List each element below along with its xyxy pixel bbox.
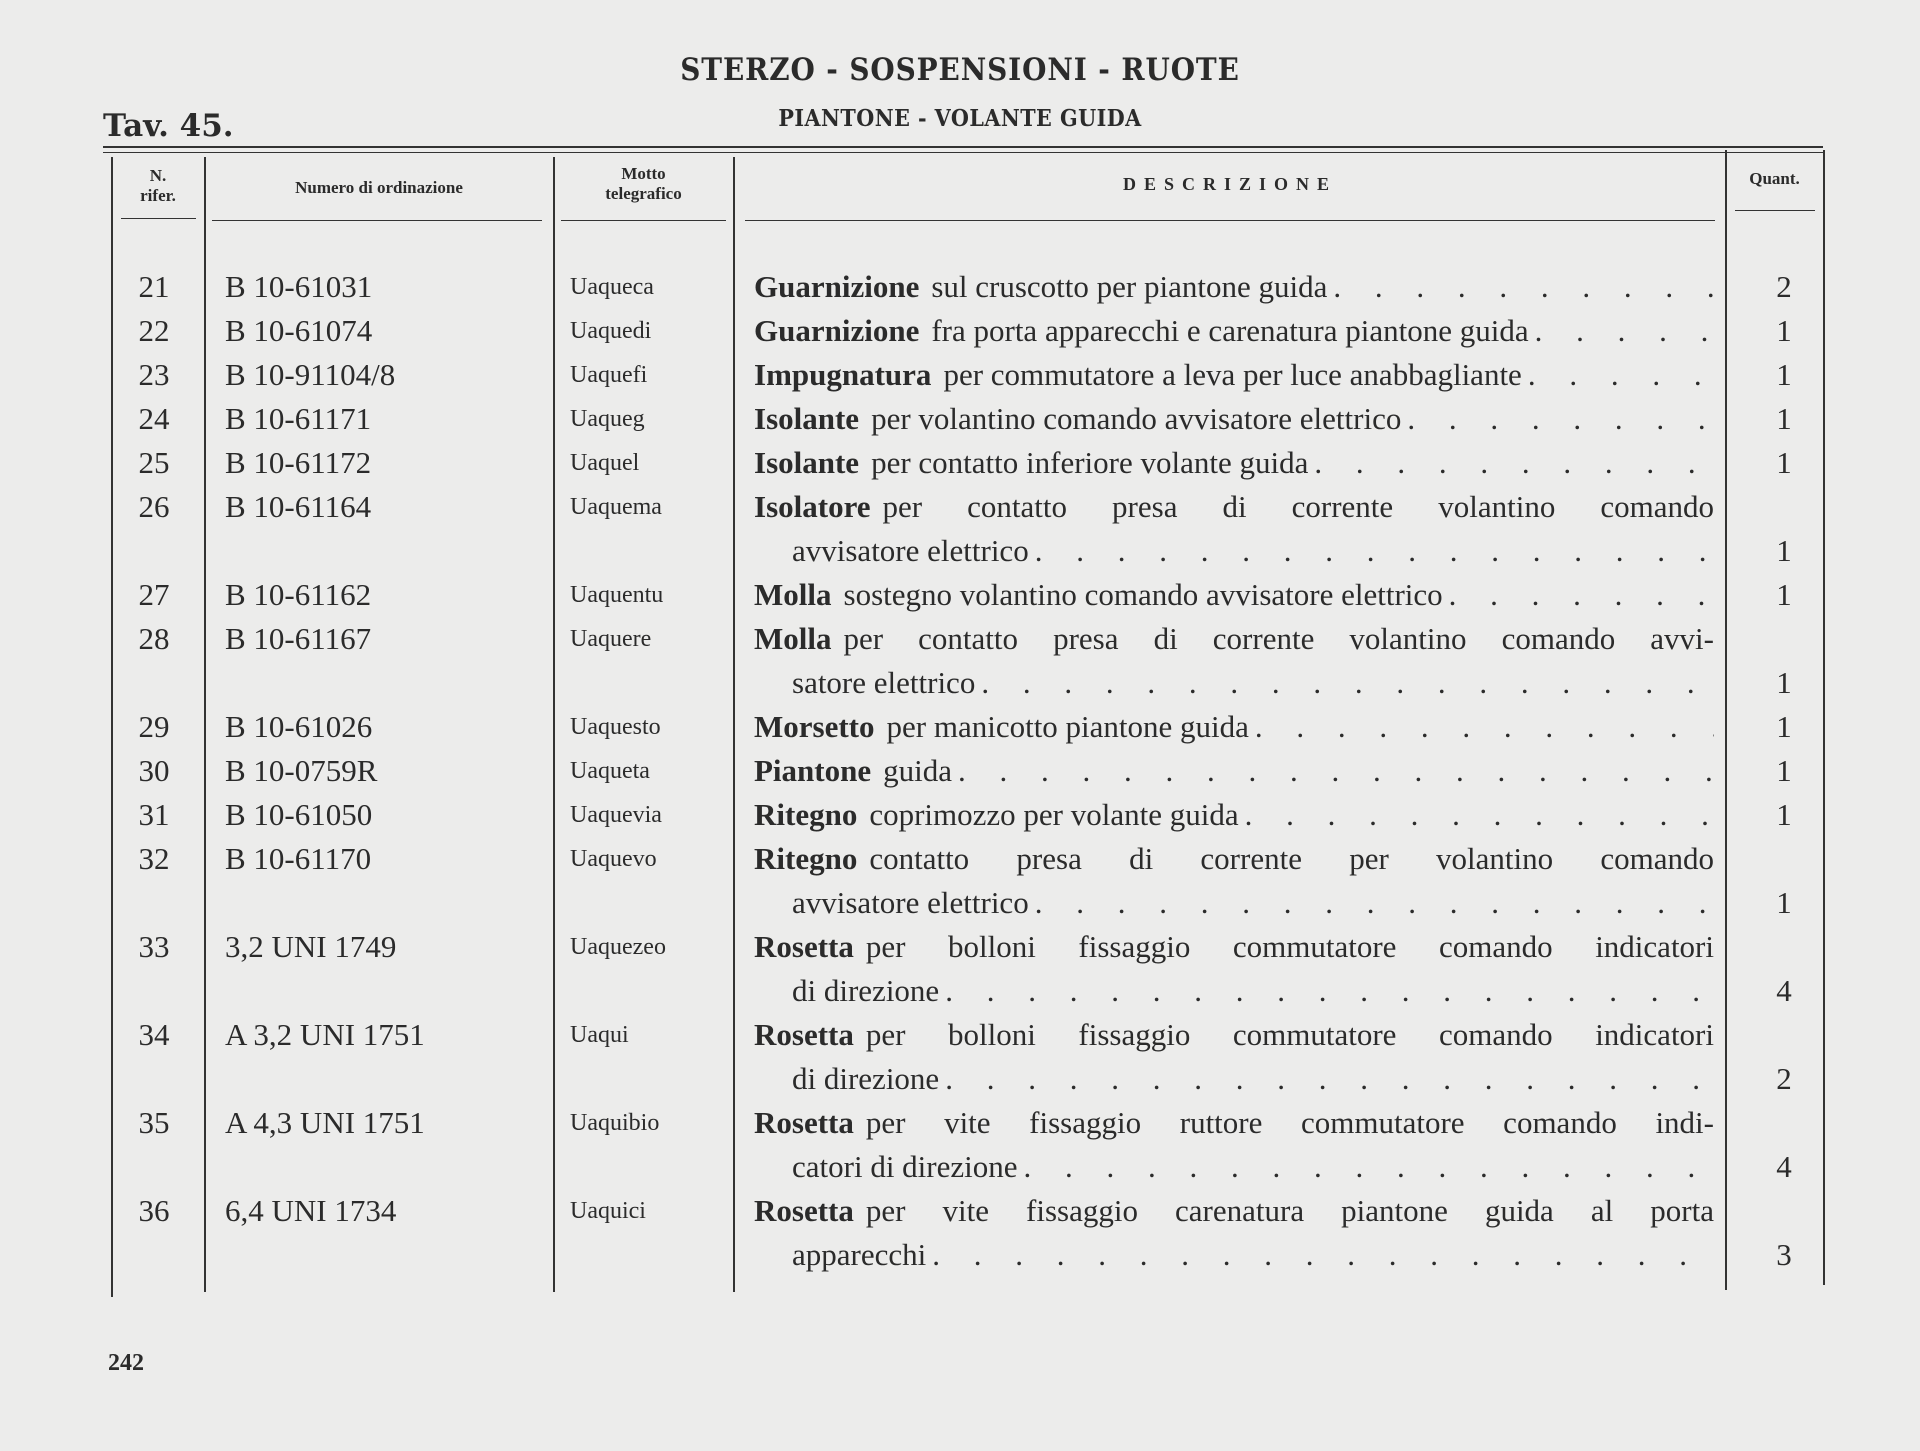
header-rule-bottom	[103, 152, 1823, 153]
description-keyword: Rosetta	[754, 1193, 854, 1228]
description-text: sul cruscotto per piantone guida	[931, 269, 1328, 304]
description	[754, 925, 1714, 1013]
telegraphic-code: Uaquel	[570, 450, 640, 476]
column-divider	[1823, 150, 1825, 1285]
order-number: B 10-61031	[225, 269, 373, 304]
quantity: 1	[1776, 401, 1792, 436]
page-subtitle: PIANTONE - VOLANTE GUIDA	[778, 105, 1142, 132]
order-number: 3,2 UNI 1749	[225, 929, 397, 964]
description-continuation: catori di direzione	[792, 1149, 1018, 1184]
description-text: per volantino comando avvisatore elettrico	[871, 401, 1402, 436]
description	[754, 265, 1714, 309]
leader-dots	[1255, 705, 1714, 749]
header-rule-top	[103, 146, 1823, 148]
leader-dots	[1333, 265, 1714, 309]
column-divider	[204, 157, 206, 1292]
header-num-line1: N.	[149, 166, 167, 185]
description-keyword: Rosetta	[754, 1017, 854, 1052]
description-continuation: apparecchi	[792, 1237, 927, 1272]
leader-dots	[1245, 793, 1714, 837]
ref-number: 22	[138, 313, 170, 348]
header-underline	[212, 220, 542, 221]
description-text: per bolloni fissaggio commutatore comando indicatori	[865, 1017, 1714, 1052]
header-motto-line1: Motto	[621, 164, 666, 183]
description-text: per vite fissaggio carenatura piantone guida al porta	[865, 1193, 1714, 1228]
description-keyword: Molla	[754, 577, 832, 612]
description-keyword: Molla	[754, 621, 832, 656]
description-keyword: Rosetta	[754, 1105, 854, 1140]
telegraphic-code: Uaqueta	[570, 758, 650, 784]
description-continuation: avvisatore elettrico	[792, 533, 1029, 568]
telegraphic-code: Uaquefi	[570, 362, 648, 388]
order-number: B 10-61050	[225, 797, 373, 832]
leader-dots	[1449, 573, 1714, 617]
description	[754, 793, 1714, 837]
leader-dots	[1035, 881, 1714, 925]
description	[754, 617, 1714, 705]
quantity: 1	[1776, 357, 1792, 392]
header-underline	[1735, 210, 1815, 211]
description-keyword: Guarnizione	[754, 269, 920, 304]
quantity: 1	[1776, 797, 1792, 832]
leader-dots	[945, 969, 1714, 1013]
header-description: DESCRIZIONE	[1122, 174, 1338, 194]
leader-dots	[1535, 309, 1714, 353]
ref-number: 31	[138, 797, 170, 832]
description-continuation: di direzione	[792, 1061, 940, 1096]
leader-dots	[981, 661, 1714, 705]
column-divider	[553, 157, 555, 1292]
page-number: 242	[108, 1350, 144, 1376]
description-text: per bolloni fissaggio commutatore comando indicatori	[865, 929, 1714, 964]
quantity: 1	[1776, 665, 1792, 700]
description	[754, 749, 1714, 793]
ref-number: 25	[138, 445, 170, 480]
description-continuation: di direzione	[792, 973, 940, 1008]
description-text: per contatto presa di corrente volantino comando avvi-	[843, 621, 1714, 656]
telegraphic-code: Uaqui	[570, 1022, 629, 1048]
order-number: B 10-61171	[225, 401, 372, 436]
description	[754, 1013, 1714, 1101]
page-title: STERZO - SOSPENSIONI - RUOTE	[680, 52, 1240, 88]
telegraphic-code: Uaquevo	[570, 846, 657, 872]
description-keyword: Isolante	[754, 401, 860, 436]
description-text: per contatto presa di corrente volantino comando	[882, 489, 1714, 524]
order-number: A 4,3 UNI 1751	[225, 1105, 425, 1140]
description-text: per vite fissaggio ruttore commutatore comando indi-	[865, 1105, 1714, 1140]
telegraphic-code: Uaquibio	[570, 1110, 660, 1136]
ref-number: 34	[138, 1017, 170, 1052]
order-number: B 10-61170	[225, 841, 372, 876]
header-motto-line2: telegrafico	[605, 184, 682, 203]
quantity: 1	[1776, 533, 1792, 568]
ref-number: 21	[138, 269, 170, 304]
description-text: per contatto inferiore volante guida	[871, 445, 1309, 480]
header-num-line2: rifer.	[140, 186, 176, 205]
order-number: B 10-0759R	[225, 753, 378, 788]
order-number: B 10-91104/8	[225, 357, 396, 392]
leader-dots	[1407, 397, 1714, 441]
telegraphic-code: Uaqueg	[570, 406, 645, 432]
description-text: per commutatore a leva per luce anabbagliante	[943, 357, 1522, 392]
telegraphic-code: Uaquezeo	[570, 934, 666, 960]
description-keyword: Rosetta	[754, 929, 854, 964]
quantity: 1	[1776, 445, 1792, 480]
description-keyword: Isolatore	[754, 489, 871, 524]
header-quantity: Quant.	[1749, 169, 1800, 188]
quantity: 4	[1776, 1149, 1792, 1184]
quantity: 3	[1776, 1237, 1792, 1272]
description	[754, 397, 1714, 441]
telegraphic-code: Uaqueca	[570, 274, 654, 300]
description	[754, 353, 1714, 397]
ref-number: 23	[138, 357, 170, 392]
description-keyword: Ritegno	[754, 797, 858, 832]
description	[754, 309, 1714, 353]
description-text: fra porta apparecchi e carenatura piantone guida	[931, 313, 1529, 348]
column-divider	[733, 157, 735, 1292]
quantity: 2	[1776, 269, 1792, 304]
telegraphic-code: Uaquere	[570, 626, 652, 652]
description-text: contatto presa di corrente per volantino comando	[869, 841, 1714, 876]
description	[754, 837, 1714, 925]
ref-number: 24	[138, 401, 170, 436]
header-code: Numero di ordinazione	[295, 178, 463, 197]
description-keyword: Impugnatura	[754, 357, 932, 392]
quantity: 1	[1776, 313, 1792, 348]
ref-number: 33	[138, 929, 170, 964]
order-number: B 10-61172	[225, 445, 372, 480]
description-continuation: avvisatore elettrico	[792, 885, 1029, 920]
ref-number: 28	[138, 621, 170, 656]
description-text: coprimozzo per volante guida	[869, 797, 1239, 832]
header-underline	[561, 220, 726, 221]
order-number: B 10-61026	[225, 709, 373, 744]
telegraphic-code: Uaquevia	[570, 802, 662, 828]
column-divider	[1725, 150, 1727, 1290]
quantity: 2	[1776, 1061, 1792, 1096]
ref-number: 32	[138, 841, 170, 876]
ref-number: 29	[138, 709, 170, 744]
order-number: B 10-61074	[225, 313, 373, 348]
description-text: guida	[883, 753, 952, 788]
telegraphic-code: Uaquici	[570, 1198, 646, 1224]
ref-number: 35	[138, 1105, 170, 1140]
quantity: 1	[1776, 709, 1792, 744]
order-number: B 10-61164	[225, 489, 372, 524]
description-keyword: Guarnizione	[754, 313, 920, 348]
leader-dots	[1528, 353, 1714, 397]
ref-number: 27	[138, 577, 170, 612]
telegraphic-code: Uaquema	[570, 494, 662, 520]
order-number: A 3,2 UNI 1751	[225, 1017, 425, 1052]
description	[754, 573, 1714, 617]
description	[754, 485, 1714, 573]
leader-dots	[945, 1057, 1714, 1101]
quantity: 1	[1776, 885, 1792, 920]
description-keyword: Morsetto	[754, 709, 875, 744]
quantity: 1	[1776, 577, 1792, 612]
description-text: sostegno volantino comando avvisatore elettrico	[843, 577, 1443, 612]
order-number: B 10-61162	[225, 577, 372, 612]
header-num	[113, 166, 203, 206]
quantity: 4	[1776, 973, 1792, 1008]
leader-dots	[1314, 441, 1714, 485]
leader-dots	[1035, 529, 1714, 573]
header-underline	[121, 218, 196, 219]
leader-dots	[932, 1233, 1714, 1277]
telegraphic-code: Uaquesto	[570, 714, 661, 740]
description	[754, 1101, 1714, 1189]
ref-number: 30	[138, 753, 170, 788]
description-keyword: Isolante	[754, 445, 860, 480]
description-text: per manicotto piantone guida	[886, 709, 1249, 744]
description-continuation: satore elettrico	[792, 665, 976, 700]
ref-number: 26	[138, 489, 170, 524]
telegraphic-code: Uaquentu	[570, 582, 664, 608]
order-number: B 10-61167	[225, 621, 372, 656]
leader-dots	[1024, 1145, 1714, 1189]
description	[754, 705, 1714, 749]
description-keyword: Piantone	[754, 753, 872, 788]
table-number: Tav. 45.	[103, 108, 234, 144]
quantity: 1	[1776, 753, 1792, 788]
description	[754, 441, 1714, 485]
header-underline	[745, 220, 1715, 221]
leader-dots	[958, 749, 1714, 793]
ref-number: 36	[138, 1193, 170, 1228]
telegraphic-code: Uaquedi	[570, 318, 652, 344]
description-keyword: Ritegno	[754, 841, 858, 876]
description	[754, 1189, 1714, 1277]
order-number: 6,4 UNI 1734	[225, 1193, 397, 1228]
header-motto	[555, 164, 732, 204]
